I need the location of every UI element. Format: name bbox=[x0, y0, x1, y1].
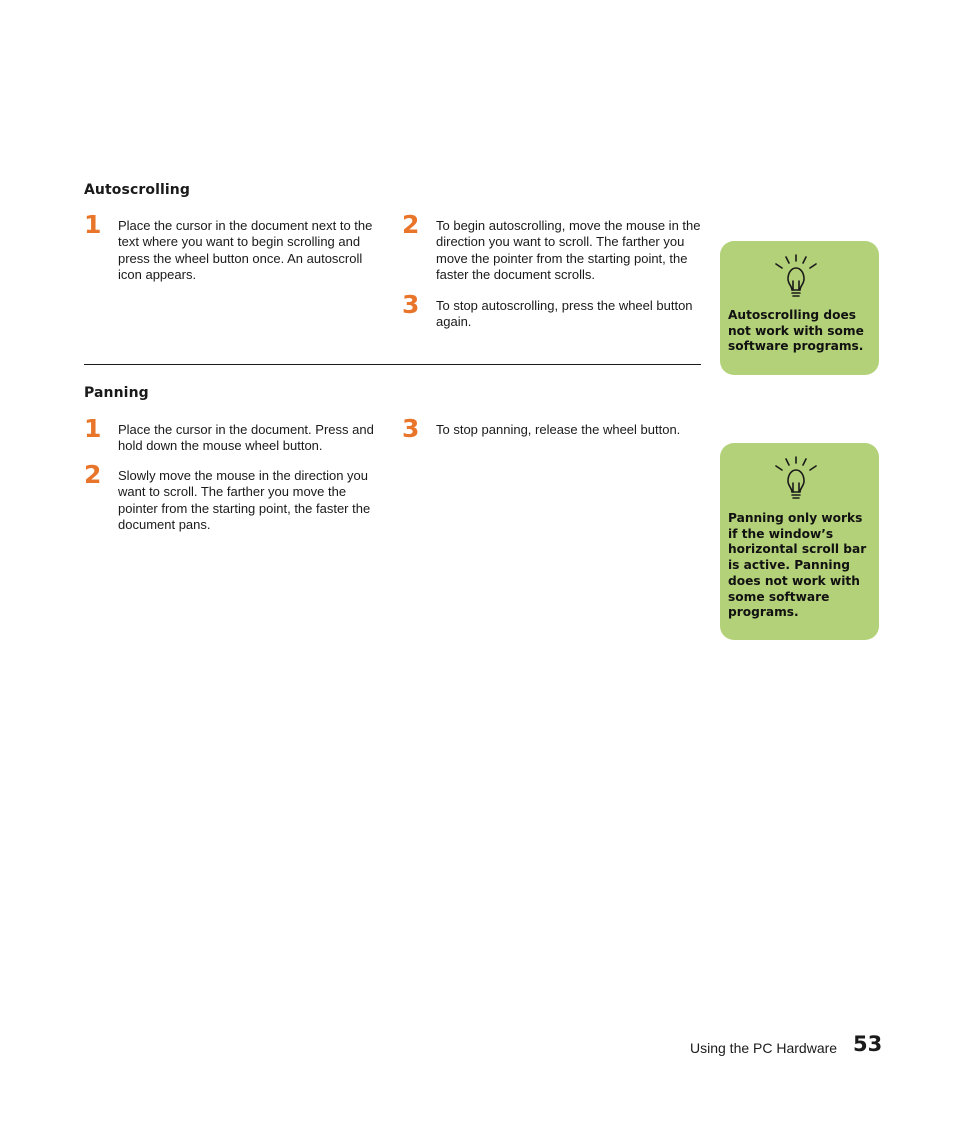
lightbulb-icon bbox=[772, 253, 820, 303]
lightbulb-icon bbox=[772, 455, 820, 505]
panning-heading: Panning bbox=[84, 385, 149, 401]
step-number: 1 bbox=[84, 210, 102, 239]
step-number: 2 bbox=[84, 460, 102, 489]
tip-text: Panning only works if the window’s horizontal scroll bar is active. Panning does not work with some software programs. bbox=[728, 511, 867, 620]
step-text: Place the cursor in the document. Press and hold down the mouse wheel button. bbox=[118, 422, 374, 454]
step-number: 2 bbox=[402, 210, 420, 239]
panning-tip-box bbox=[720, 443, 879, 640]
step-number: 3 bbox=[402, 290, 420, 319]
step-text: Slowly move the mouse in the direction you want to scroll. The farther you move the pointer from the starting point, the faster the document pans. bbox=[118, 468, 371, 533]
step-text: To stop panning, release the wheel button. bbox=[436, 422, 681, 437]
tip-text: Autoscrolling does not work with some software programs. bbox=[728, 308, 864, 354]
section-divider bbox=[84, 364, 701, 365]
step-text: To begin autoscrolling, move the mouse in the direction you want to scroll. The farther you move the pointer from the starting point, the faster the document scrolls. bbox=[436, 218, 701, 283]
page-number: 53 bbox=[853, 1032, 883, 1056]
step-number: 3 bbox=[402, 414, 420, 443]
footer-section-title: Using the PC Hardware bbox=[690, 1040, 838, 1056]
step-number: 1 bbox=[84, 414, 102, 443]
autoscrolling-tip-box bbox=[720, 241, 879, 375]
autoscrolling-heading: Autoscrolling bbox=[84, 182, 190, 198]
step-text: Place the cursor in the document next to the text where you want to begin scrolling and press the wheel button once. An autoscroll icon appears. bbox=[118, 218, 373, 283]
step-text: To stop autoscrolling, press the wheel button again. bbox=[436, 298, 693, 330]
